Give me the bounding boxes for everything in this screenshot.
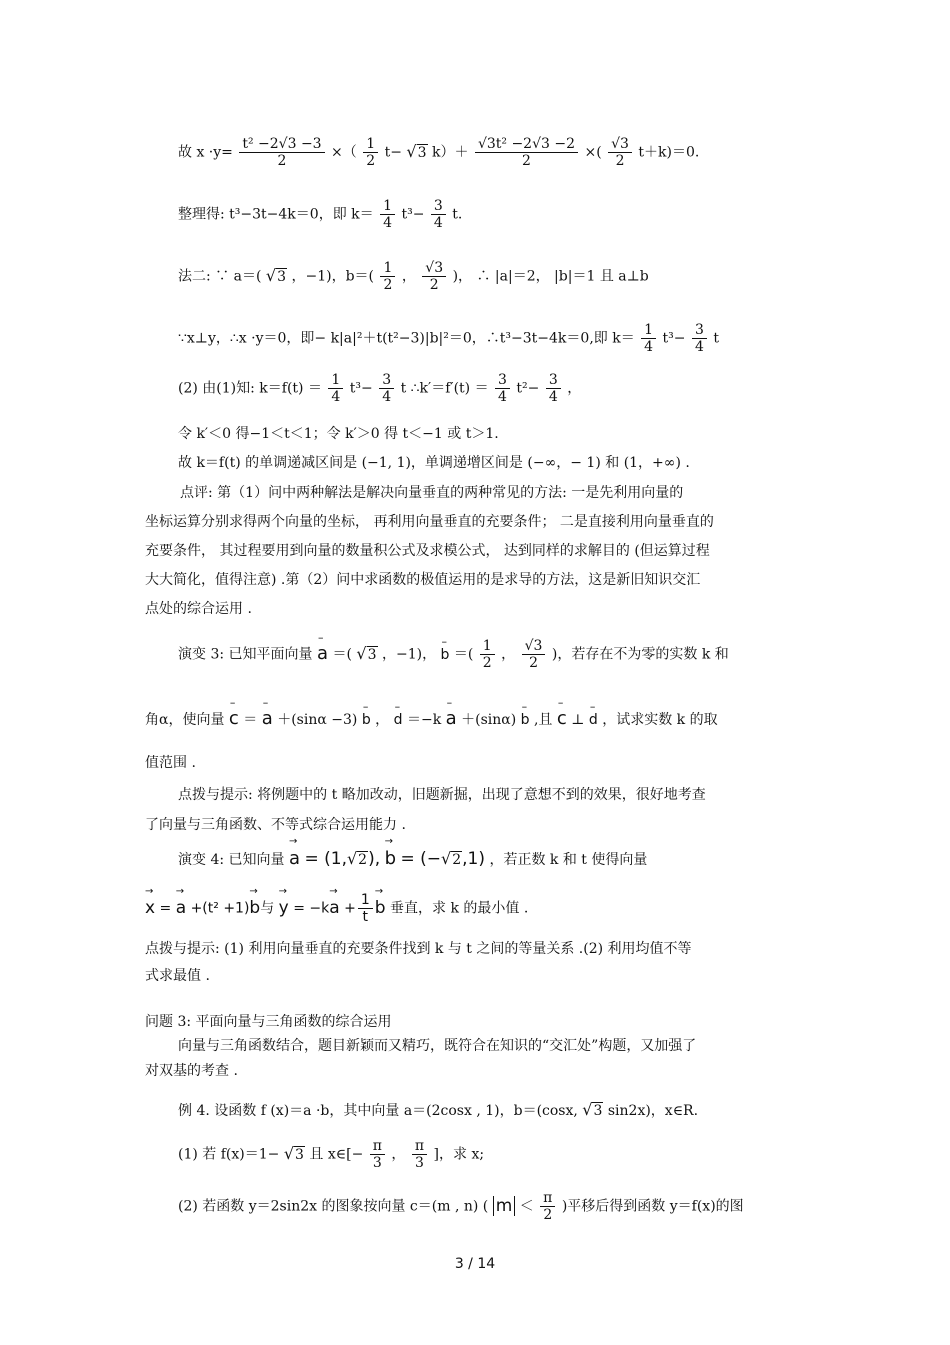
vector-b: → b: [249, 898, 260, 918]
text: ＋(sinα −3): [277, 712, 358, 728]
text: t³−: [349, 380, 373, 397]
numerator: 1: [480, 638, 495, 655]
numerator: 1: [328, 372, 343, 389]
denominator: 4: [548, 389, 558, 406]
text: +: [344, 900, 356, 917]
numerator: 1: [641, 322, 656, 339]
fraction: [641, 322, 656, 355]
numerator: √3: [522, 638, 546, 655]
denominator: 4: [383, 215, 393, 232]
text: ，试求实数 k 的取: [602, 712, 718, 728]
vector-a: → a: [329, 898, 339, 918]
text: ，: [391, 1146, 406, 1163]
comment-line-3: 充要条件， 其过程要用到向量的数量积公式及求模公式， 达到同样的求解目的 (但运算过程: [145, 543, 710, 559]
problem-3-line-1: 向量与三角函数结合，题目新颖而又精巧，既符合在知识的“交汇处”构题，又加强了: [178, 1038, 697, 1054]
text: ，: [501, 646, 516, 663]
numerator: π: [540, 1190, 555, 1207]
text: +(t² +1): [190, 900, 250, 917]
text: = (−: [400, 849, 442, 869]
denominator: 2: [429, 277, 439, 294]
text: ＝(: [453, 646, 474, 663]
denominator: 2: [383, 277, 393, 294]
text: ＝−k: [406, 712, 442, 728]
text: 例 4. 设函数 f (x)＝a ·b，其中向量 a＝(2cosx , 1)，b＝(cosx,: [178, 1103, 578, 1119]
vector-a: – a: [317, 643, 328, 664]
text: )， ∴ |a|＝2， |b|＝1 且 a⊥b: [452, 268, 649, 285]
numerator: 3: [692, 322, 707, 339]
text: (2) 若函数 y＝2sin2x 的图象按向量 c＝(m , n) (: [178, 1198, 489, 1215]
numerator: 3: [379, 372, 394, 389]
problem-3-line-2: 对双基的考查 .: [145, 1063, 238, 1079]
text: (2) 由(1)知: k＝f(t) ＝: [178, 380, 322, 397]
numerator: √3t² −2√3 −2: [475, 136, 578, 153]
text: t.: [452, 206, 463, 223]
numerator: 3: [431, 198, 446, 215]
vector-y: → y: [279, 898, 289, 918]
text: ]，求 x;: [433, 1146, 485, 1163]
radical: √3: [283, 1143, 304, 1163]
example-4-part-1: [178, 1138, 484, 1171]
hint-3-line-1: 点拨与提示: 将例题中的 t 略加改动，旧题新掘，出现了意想不到的效果，很好地考查: [178, 787, 706, 803]
denominator: 4: [644, 339, 654, 356]
vector-c: – c: [557, 708, 567, 729]
denominator: 4: [433, 215, 443, 232]
text: (1) 若 f(x)＝1−: [178, 1146, 280, 1163]
text: 垂直，求 k 的最小值 .: [390, 900, 529, 917]
text: )平移后得到函数 y＝f(x)的图: [561, 1198, 744, 1215]
variation-3-line-3: 值范围 .: [145, 755, 196, 771]
comment-line-4: 大大简化，值得注意) .第（2）问中求函数的极值运用的是求导的方法，这是新旧知识交汇: [145, 572, 701, 588]
radical: √3: [406, 141, 427, 161]
radicand: 3: [277, 268, 287, 285]
vector-d: – d: [589, 712, 598, 728]
fraction: [370, 1138, 385, 1171]
text: 故 x ·y=: [178, 144, 233, 161]
fraction: [239, 136, 324, 169]
text: t ∴k′＝f′(t) ＝: [400, 380, 489, 397]
numerator: 3: [546, 372, 561, 389]
text: 法二: ∵ a＝(: [178, 268, 262, 285]
numerator: t² −2√3 −3: [239, 136, 324, 153]
fraction: [380, 260, 395, 293]
radical: √3: [356, 643, 377, 663]
variation-4-line-2: [145, 892, 528, 925]
text: ×（: [331, 144, 357, 161]
text: 整理得: t³−3t−4k＝0，即 k＝: [178, 206, 374, 223]
vector-x: → x: [145, 898, 155, 918]
denominator: 3: [415, 1155, 424, 1172]
text-line-6: 令 k′＜0 得−1＜t＜1；令 k′＞0 得 t＜−1 或 t＞1.: [178, 426, 499, 442]
vector-b: → b: [385, 848, 396, 869]
text: ，−1)，b＝(: [291, 268, 374, 285]
text: ⊥: [571, 712, 585, 728]
equation-line-2: [178, 198, 462, 231]
text: ∵x⊥y，∴x ·y＝0，即− k|a|²＋t(t²−3)|b|²＝0，∴t³−3t−4k＝0,即 k＝: [178, 330, 635, 347]
vector-b: → b: [375, 898, 386, 918]
numerator: √3: [422, 260, 446, 277]
vector-a: → a: [176, 898, 186, 918]
example-4-line: [178, 1100, 698, 1120]
radicand: 3: [417, 144, 427, 161]
comment-line-2: 坐标运算分别求得两个向量的坐标， 再利用向量垂直的充要条件； 二是直接利用向量垂直的: [145, 514, 714, 530]
numerator: 1: [380, 260, 395, 277]
denominator: 2: [277, 153, 287, 170]
radical: √3: [265, 265, 287, 285]
vector-c: – c: [229, 708, 239, 729]
text: 角α，使向量: [145, 712, 225, 728]
hint-4-line-1: 点拨与提示: (1) 利用向量垂直的充要条件找到 k 与 t 之间的等量关系 .(2) 利用均值不等: [145, 941, 692, 957]
fraction: [608, 136, 632, 169]
denominator: 2: [522, 153, 531, 170]
fraction: [495, 372, 510, 405]
vector-b: – b: [362, 712, 371, 728]
denominator: 4: [382, 389, 392, 406]
numerator: √3: [608, 136, 632, 153]
vector-a: – a: [446, 708, 457, 729]
fraction: [412, 1138, 427, 1171]
text: sin2x)，x∈R.: [607, 1103, 699, 1119]
text: ＝(: [332, 646, 352, 663]
problem-3-title: 问题 3: 平面向量与三角函数的综合运用: [145, 1014, 392, 1030]
radical: √2: [346, 849, 368, 868]
denominator: 4: [498, 389, 507, 406]
text: ×(: [584, 144, 602, 161]
text: ,且: [533, 712, 553, 728]
denominator: 2: [615, 153, 625, 170]
variation-3-line-2: [145, 708, 718, 729]
fraction: [422, 260, 446, 293]
variation-4-line-1: [178, 848, 647, 869]
fraction: [363, 136, 378, 169]
numerator: 1: [363, 136, 378, 153]
text: ),: [368, 849, 381, 869]
hint-3-line-2: 了向量与三角函数、不等式综合运用能力 .: [145, 817, 406, 833]
fraction: [475, 136, 578, 169]
text: t＋k)＝0.: [638, 144, 700, 161]
text: ，: [567, 380, 582, 397]
radicand: 3: [367, 646, 377, 663]
text: t³−: [662, 330, 686, 347]
denominator: 2: [482, 655, 492, 672]
comment-line-5: 点处的综合运用 .: [145, 601, 252, 617]
fraction: [522, 638, 546, 671]
numerator: 1: [358, 892, 373, 909]
fraction: [431, 198, 446, 231]
denominator: 2: [543, 1207, 553, 1224]
text: ＝: [243, 712, 258, 728]
absolute-value: m: [493, 1196, 516, 1216]
vector-a: → a: [289, 848, 300, 869]
denominator: 4: [331, 389, 341, 406]
numerator: π: [412, 1138, 427, 1155]
fraction: [358, 892, 373, 925]
vector-b: – b: [441, 647, 450, 663]
text: t²−: [516, 380, 540, 397]
denominator: 2: [366, 153, 376, 170]
text: ,1): [462, 849, 485, 869]
denominator: 3: [372, 1155, 382, 1172]
text-line-7: 故 k＝f(t) 的单调递减区间是 (−1, 1)，单调递增区间是 (−∞，− 1) 和 (1，+∞) .: [178, 455, 690, 471]
text: 演变 4: 已知向量: [178, 852, 285, 868]
fraction: [379, 372, 394, 405]
denominator: 2: [529, 655, 538, 672]
denominator: t: [362, 909, 369, 926]
numerator: 1: [380, 198, 395, 215]
text: = (1,: [304, 849, 347, 869]
vector-a: – a: [262, 708, 273, 729]
text: k）＋: [432, 144, 469, 161]
fraction: [692, 322, 707, 355]
radicand: 3: [593, 1103, 603, 1119]
example-4-part-2: [178, 1190, 744, 1223]
text: = −k: [293, 900, 330, 917]
text: ，: [375, 712, 390, 728]
page-number: 3 / 14: [454, 1256, 496, 1272]
text: 且 x∈[−: [309, 1146, 364, 1163]
fraction: [328, 372, 343, 405]
text: t³−: [401, 206, 425, 223]
radical: √2: [441, 849, 462, 868]
equation-line-5: [178, 372, 581, 405]
text: 与: [260, 900, 275, 917]
hint-4-line-2: 式求最值 .: [145, 968, 210, 984]
text: 演变 3: 已知平面向量: [178, 646, 313, 663]
vector-b: – b: [521, 712, 530, 728]
equation-line-1: [178, 136, 699, 169]
radicand: 3: [295, 1146, 304, 1163]
equation-line-4: [178, 322, 719, 355]
numerator: 3: [495, 372, 510, 389]
variation-3-line-1: [178, 638, 729, 671]
fraction: [546, 372, 561, 405]
radicand: 2: [358, 852, 368, 868]
text: t−: [384, 144, 402, 161]
text: ＋(sinα): [461, 712, 517, 728]
vector-d: – d: [394, 712, 403, 728]
fraction: [380, 198, 395, 231]
equation-line-3: [178, 260, 649, 293]
text: =: [159, 900, 172, 917]
denominator: 4: [694, 339, 704, 356]
text: ，−1)，: [381, 646, 437, 663]
radicand: 2: [452, 852, 462, 868]
text: ，若正数 k 和 t 使得向量: [489, 852, 648, 868]
fraction: [480, 638, 495, 671]
radical: √3: [582, 1100, 603, 1119]
text: ，: [401, 268, 416, 285]
text: ＜: [519, 1198, 534, 1215]
fraction: [540, 1190, 555, 1223]
comment-line-1: 点评: 第（1）问中两种解法是解决向量垂直的两种常见的方法: 一是先利用向量的: [180, 485, 684, 501]
text: )，若存在不为零的实数 k 和: [551, 646, 729, 663]
numerator: π: [370, 1138, 385, 1155]
text: t: [713, 330, 719, 347]
